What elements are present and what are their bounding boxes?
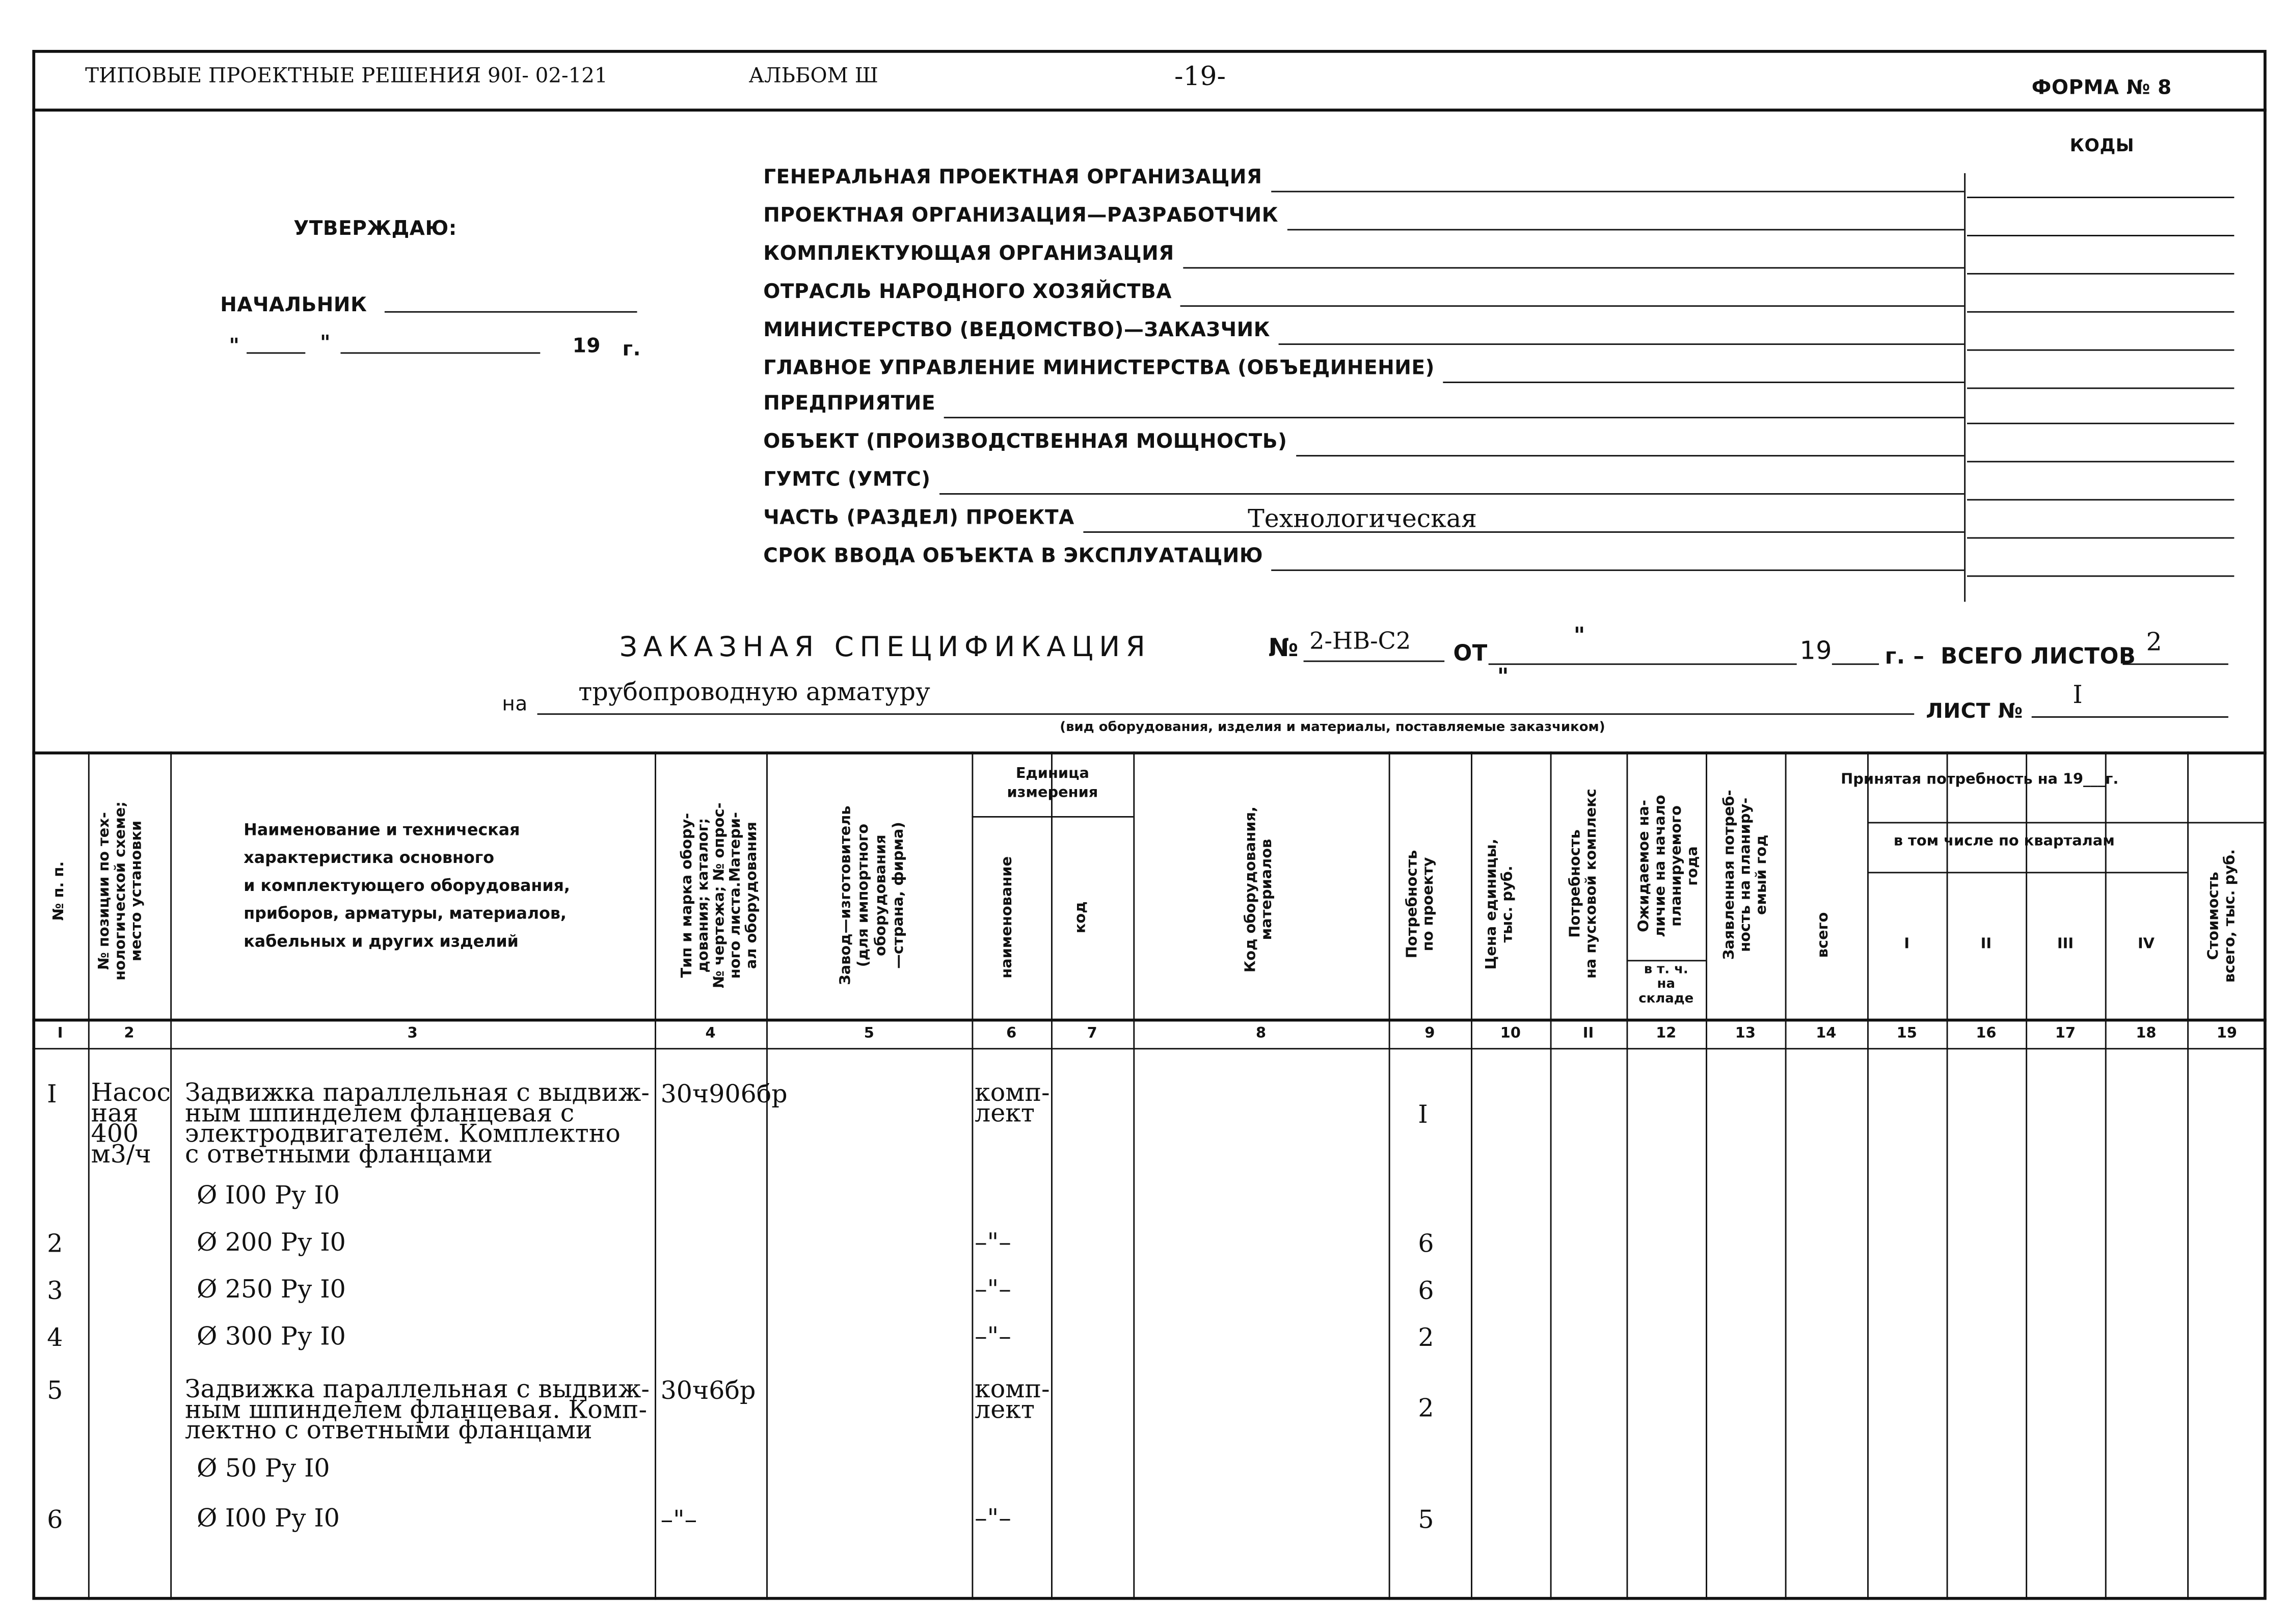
col-header-11: Потребность на пусковой комплекс [1568,789,1600,979]
column-line [2026,751,2027,1600]
org-field-line [1279,343,1964,345]
org-field-line [1183,267,1964,268]
column-line [1471,751,1472,1600]
spec-subject: трубопроводную арматуру [578,678,930,708]
album-label: АЛЬБОМ Ш [748,64,878,88]
org-field-label: ГУМТС (УМТС) [763,468,931,492]
col-header-2: № позиции по тех- нологической схеме; место установки [97,801,146,981]
col-header-16: II [1980,936,1992,953]
column-line [88,751,90,1600]
row-name: Ø 300 Ру I0 [197,1322,346,1352]
row-quantity: 6 [1418,1230,1434,1260]
row-quantity: I [1418,1100,1428,1130]
column-line [2105,751,2107,1600]
row-unit: –"– [975,1504,1011,1534]
org-field-line [944,417,1964,418]
column-line [1785,751,1787,1600]
org-field-line [1271,191,1964,193]
column-line [1133,751,1135,1600]
col-header-1: № п. п. [51,861,68,921]
column-number: II [1582,1026,1594,1042]
spec-date-line [1489,663,1797,665]
col-header-8: Код оборудования, материалов [1243,806,1276,973]
column-line [972,751,973,1600]
row-unit: комп- лект [975,1375,1050,1425]
date-month-line [340,353,540,354]
row-position: Насос ная 400 м3/ч [91,1078,171,1170]
row-unit: комп- лект [975,1078,1050,1129]
col-header-10: Цена единицы, тыс. руб. [1484,838,1517,970]
spec-sheet-label: ЛИСТ № [1926,700,2023,724]
row-unit: –"– [975,1275,1011,1305]
org-code-line [1967,423,2234,424]
row-number: 4 [47,1323,63,1354]
column-number: 14 [1816,1026,1837,1042]
col-header-18: IV [2137,936,2155,953]
org-code-line [1967,311,2234,313]
row-quantity: 2 [1418,1394,1434,1424]
col-header-3: Наименование и техническая характеристика основного и комплектующего оборудования, приборов, арматуры, материалов, кабельных и других изделий [244,820,570,952]
column-number: 13 [1735,1026,1756,1042]
row-name: Ø I00 Ру I0 [197,1181,340,1211]
spec-total-label: ВСЕГО ЛИСТОВ [1941,643,2136,669]
org-field-label: ГЕНЕРАЛЬНАЯ ПРОЕКТНАЯ ОРГАНИЗАЦИЯ [763,166,1262,190]
table-top-rule [32,751,2266,754]
row-name: Ø 50 Ру I0 [197,1454,330,1484]
spec-subject-line [537,713,1915,715]
spec-on-label: на [502,692,528,717]
spec-total-value: 2 [2146,628,2162,658]
org-field-line [1083,531,1964,533]
org-code-line [1967,273,2234,275]
org-code-line [1967,499,2234,501]
org-field-label: ОТРАСЛЬ НАРОДНОГО ХОЗЯЙСТВА [763,280,1172,304]
column-number: 6 [1006,1026,1017,1042]
header-rule [32,109,2266,112]
column-number: 8 [1255,1026,1267,1042]
column-line [1947,751,1948,1600]
org-code-line [1967,537,2234,539]
chief-label: НАЧАЛЬНИК [220,293,367,317]
org-code-line [1967,349,2234,351]
column-number: 12 [1656,1026,1677,1042]
col-header-15: I [1904,936,1910,953]
org-field-label: ПРОЕКТНАЯ ОРГАНИЗАЦИЯ—РАЗРАБОТЧИК [763,204,1279,228]
col-header-6: наименование [1000,856,1016,979]
org-code-line [1967,197,2234,198]
org-field-label: МИНИСТЕРСТВО (ВЕДОМСТВО)—ЗАКАЗЧИК [763,318,1271,342]
row-name: Ø 200 Ру I0 [197,1228,346,1258]
col-header-4: Тип и марка обору- дования; каталог; № чертежа; № опрос- ного листа.Матери- ал оборудования [680,802,761,988]
org-field-line [1287,229,1964,230]
row-quantity: 5 [1418,1506,1434,1535]
column-number: 10 [1500,1026,1521,1042]
col-header-19: Стоимость всего, тыс. руб. [2206,849,2239,983]
column-number: 2 [124,1026,134,1042]
chief-signature-line [385,311,637,313]
org-field-line [1443,382,1964,383]
row-number: 6 [47,1506,63,1535]
row-name: Задвижка параллельная с выдвиж- ным шпинделем фланцевая. Комп- лектно с ответными фланцами [185,1375,650,1446]
row-number: 3 [47,1277,63,1307]
column-number: 3 [407,1026,418,1042]
org-code-line [1967,388,2234,389]
col-header-5: Завод—изготовитель (для импортного оборудования —страна, фирма) [838,805,907,985]
date-year: 19 [572,334,601,359]
quarters-header: в том числе по кварталам [1893,833,2115,850]
row-type: 30ч906бр [660,1080,788,1110]
date-quote-open: " [229,334,240,359]
spec-subject-hint: (вид оборудования, изделия и материалы, поставляемые заказчиком) [1060,720,1605,736]
org-field-line [1296,455,1964,456]
date-quote-close: " [320,332,331,356]
column-line [655,751,656,1600]
col-header-9: Потребность по проекту [1405,850,1437,959]
row-quantity: 6 [1418,1277,1434,1307]
spec-no-label: № [1268,634,1299,664]
column-line [1867,751,1869,1600]
row-name: Задвижка параллельная с выдвиж- ным шпинделем фланцевая с электродвигателем. Комплектно с ответными фланцами [185,1078,650,1170]
row-name: Ø I00 Ру I0 [197,1504,340,1534]
spec-from-label: ОТ [1453,640,1488,667]
org-field-label: ПРЕДПРИЯТИЕ [763,392,936,416]
spec-no-value: 2-НВ-С2 [1309,627,1411,655]
column-number: 17 [2055,1026,2076,1042]
column-line [170,751,172,1600]
row-type: 30ч6бр [660,1376,756,1406]
column-line [1626,751,1628,1600]
spec-no-line [1304,661,1445,662]
accepted-group-rule [1867,822,2267,824]
spec-sheet-value: I [2073,681,2083,711]
codes-divider [1964,173,1966,602]
column-line [1051,751,1053,1600]
col-header-17: III [2057,936,2074,953]
table-header-rule [32,1019,2266,1022]
org-field-line [1272,570,1964,571]
col-header-13: Заявленная потреб- ность на планиру- емый год [1721,790,1770,960]
column-number: 5 [864,1026,874,1042]
column-line [2187,751,2189,1600]
column-number: 19 [2216,1026,2237,1042]
spec-year-suffix: г. – [1885,643,1925,669]
date-year-suffix: г. [622,337,641,361]
org-field-line [1180,305,1964,307]
spec-quote-2: " [1497,663,1510,690]
form-number: ФОРМА № 8 [2031,76,2172,100]
org-field-label: ОБЪЕКТ (ПРОИЗВОДСТВЕННАЯ МОЩНОСТЬ) [763,430,1287,454]
col-header-12-sub: в т. ч. на складе [1638,963,1694,1007]
org-field-label: КОМПЛЕКТУЮЩАЯ ОРГАНИЗАЦИЯ [763,242,1174,266]
column-number: 7 [1087,1026,1097,1042]
col-header-14: всего [1816,912,1832,958]
column-number: I [57,1026,63,1042]
page-number: -19- [1174,62,1226,93]
column-number: 16 [1976,1026,1997,1042]
row-quantity: 2 [1418,1323,1434,1354]
row-number: 2 [47,1230,63,1260]
unit-group-header: Единица измерения [1007,766,1098,802]
org-code-line [1967,575,2234,577]
org-code-line [1967,461,2234,463]
approve-label: УТВЕРЖДАЮ: [293,217,457,241]
date-day-line [247,353,305,354]
accepted-header: Принятая потребность на 19___г. [1841,772,2119,789]
col-header-12: Ожидаемое на- личие на начало планируемого года [1636,795,1702,937]
spec-year-line [1832,663,1879,665]
row-number: I [47,1080,57,1110]
spec-year-label: 19 [1799,637,1832,667]
org-field-label: ГЛАВНОЕ УПРАВЛЕНИЕ МИНИСТЕРСТВА (ОБЪЕДИНЕНИЕ) [763,357,1435,381]
column-number: 4 [705,1026,716,1042]
column-number: 18 [2136,1026,2157,1042]
org-code-line [1967,235,2234,236]
column-number: 15 [1896,1026,1917,1042]
column-line [1550,751,1552,1600]
column-line [766,751,768,1600]
column-numbers-rule [32,1048,2266,1049]
row-name: Ø 250 Ру I0 [197,1275,346,1305]
row-unit: –"– [975,1228,1011,1258]
org-field-label: СРОК ВВОДА ОБЪЕКТА В ЭКСПЛУАТАЦИЮ [763,544,1263,569]
org-field-value: Технологическая [1248,505,1477,534]
column-number: 9 [1424,1026,1435,1042]
series-title: ТИПОВЫЕ ПРОЕКТНЫЕ РЕШЕНИЯ 90I- 02-121 [85,64,608,88]
codes-label: КОДЫ [2069,135,2135,156]
column-line [1389,751,1390,1600]
org-field-label: ЧАСТЬ (РАЗДЕЛ) ПРОЕКТА [763,506,1074,530]
spec-total-line [2122,663,2228,665]
row-number: 5 [47,1376,63,1406]
col-header-7: код [1073,901,1089,934]
row-type: –"– [660,1506,697,1535]
spec-sheet-line [2032,716,2228,718]
spec-quote-1: " [1573,622,1585,649]
org-field-line [939,493,1964,495]
spec-title: ЗАКАЗНАЯ СПЕЦИФИКАЦИЯ [619,631,1151,664]
row-unit: –"– [975,1322,1011,1352]
